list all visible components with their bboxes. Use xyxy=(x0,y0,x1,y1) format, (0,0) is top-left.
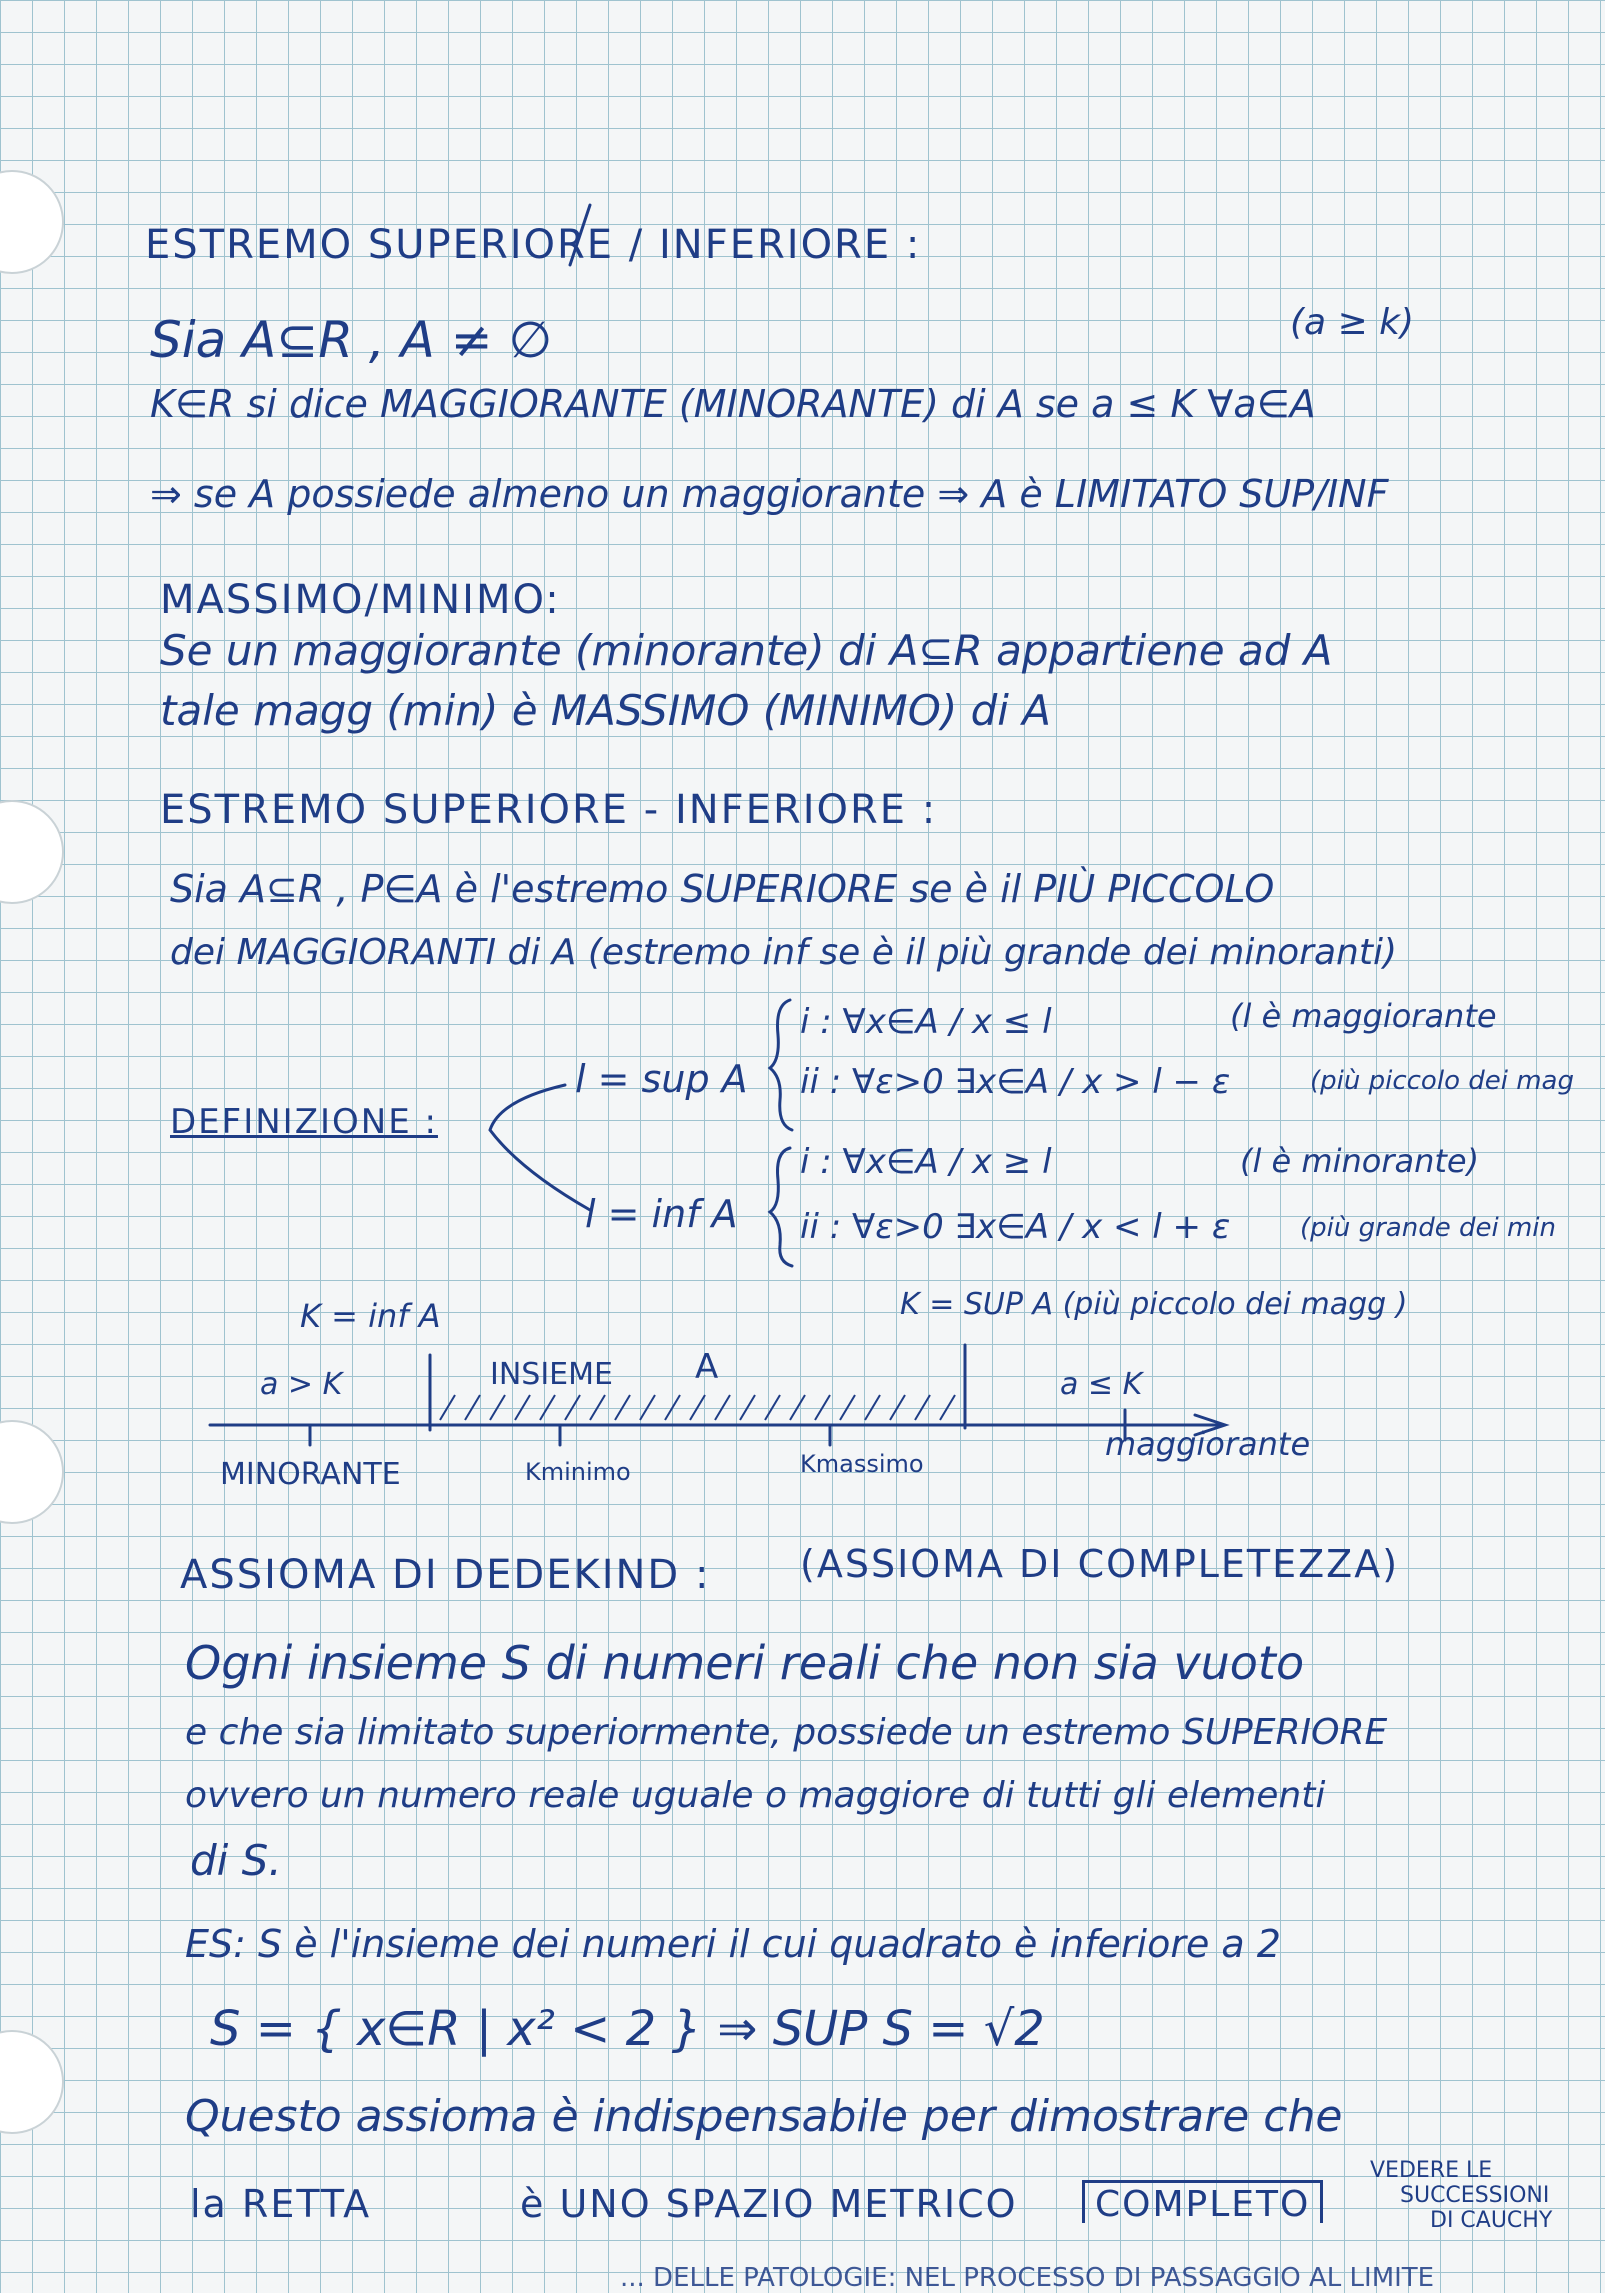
sup-brace xyxy=(770,1000,792,1130)
dedekind-line-3: ovvero un numero reale uguale o maggiore di tutti gli elementi xyxy=(185,1775,1326,1816)
minorante-label: MINORANTE xyxy=(220,1457,401,1492)
k-sup-label: K = SUP A (più piccolo dei magg ) xyxy=(900,1287,1408,1322)
dedekind-subtitle: (ASSIOMA DI COMPLETEZZA) xyxy=(800,1542,1400,1586)
definizione-label: DEFINIZIONE : xyxy=(170,1102,438,1142)
maggiorante-definition: K∈R si dice MAGGIORANTE (MINORANTE) di A se a ≤ K ∀a∈A xyxy=(150,382,1316,426)
note-a-ge-k: (a ≥ k) xyxy=(1290,302,1415,343)
inf-condition-ii: ii : ∀ε>0 ∃x∈A / x < l + ε xyxy=(800,1207,1231,1247)
sup-condition-i-note: (l è maggiorante xyxy=(1230,997,1497,1035)
completo-box: COMPLETO xyxy=(1082,2180,1323,2223)
inf-condition-i: i : ∀x∈A / x ≥ l xyxy=(800,1142,1052,1182)
dedekind-line-1: Ogni insieme S di numeri reali che non sia vuoto xyxy=(185,1636,1305,1690)
sup-condition-i: i : ∀x∈A / x ≤ l xyxy=(800,1002,1052,1042)
massimo-line-2: tale magg (min) è MASSIMO (MINIMO) di A xyxy=(160,686,1051,735)
definizione-brace xyxy=(490,1085,590,1210)
limitato-line: ⇒ se A possiede almeno un maggiorante ⇒ A è LIMITATO SUP/INF xyxy=(150,472,1389,516)
k-inf-label: K = inf A xyxy=(300,1297,441,1335)
set-definition-line: S = { x∈R | x² < 2 } ⇒ SUP S = √2 xyxy=(210,2001,1045,2057)
sup-lhs: l = sup A xyxy=(575,1057,748,1101)
cauchy-note: DI CAUCHY xyxy=(1430,2208,1553,2233)
insieme-label: INSIEME xyxy=(490,1357,613,1392)
kmassimo-label: Kmassimo xyxy=(800,1450,924,1478)
dedekind-line-4: di S. xyxy=(190,1836,282,1885)
sup-condition-ii-note: (più piccolo dei mag xyxy=(1310,1066,1574,1096)
dedekind-line-2: e che sia limitato superiormente, possiede un estremo SUPERIORE xyxy=(185,1712,1388,1753)
estremo-line-1: Sia A⊆R , P∈A è l'estremo SUPERIORE se è il PIÙ PICCOLO xyxy=(170,867,1275,911)
slash-stroke xyxy=(570,205,590,265)
sup-condition-ii: ii : ∀ε>0 ∃x∈A / x > l − ε xyxy=(800,1062,1231,1102)
retta-text: la RETTA xyxy=(190,2182,372,2226)
cut-off-line: ... DELLE PATOLOGIE: NEL PROCESSO DI PASSAGGIO AL LIMITE xyxy=(620,2263,1435,2293)
example-line: ES: S è l'insieme dei numeri il cui quadrato è inferiore a 2 xyxy=(185,1922,1281,1966)
set-a-label: A xyxy=(695,1347,719,1387)
successioni-note: SUCCESSIONI xyxy=(1400,2183,1550,2208)
dedekind-title: ASSIOMA DI DEDEKIND : xyxy=(180,1552,711,1598)
maggiorante-label: maggiorante xyxy=(1105,1425,1311,1463)
massimo-title: MASSIMO/MINIMO: xyxy=(160,577,561,623)
estremo-line-2: dei MAGGIORANTI di A (estremo inf se è il più grande dei minoranti) xyxy=(170,932,1398,973)
set-hatching xyxy=(440,1395,955,1420)
section-title-estremo-2: ESTREMO SUPERIORE - INFERIORE : xyxy=(160,787,938,833)
section-title-estremo: ESTREMO SUPERIORE / INFERIORE : xyxy=(145,222,922,268)
questo-line: Questo assioma è indispensabile per dimostrare che xyxy=(185,2091,1343,2142)
inf-lhs: l = inf A xyxy=(585,1192,738,1236)
a-gt-k-label: a > K xyxy=(260,1367,343,1402)
vedere-note: VEDERE LE xyxy=(1370,2158,1493,2183)
inf-brace xyxy=(770,1148,792,1266)
spazio-text: è UNO SPAZIO METRICO xyxy=(520,2182,1018,2226)
massimo-line-1: Se un maggiorante (minorante) di A⊆R appartiene ad A xyxy=(160,626,1333,675)
inf-condition-ii-note: (più grande dei min xyxy=(1300,1213,1557,1243)
sia-definition: Sia A⊆R , A ≠ ∅ xyxy=(150,311,553,369)
kminimo-label: Kminimo xyxy=(525,1458,631,1486)
inf-condition-i-note: (l è minorante) xyxy=(1240,1142,1480,1180)
a-lt-k-label: a ≤ K xyxy=(1060,1367,1143,1402)
